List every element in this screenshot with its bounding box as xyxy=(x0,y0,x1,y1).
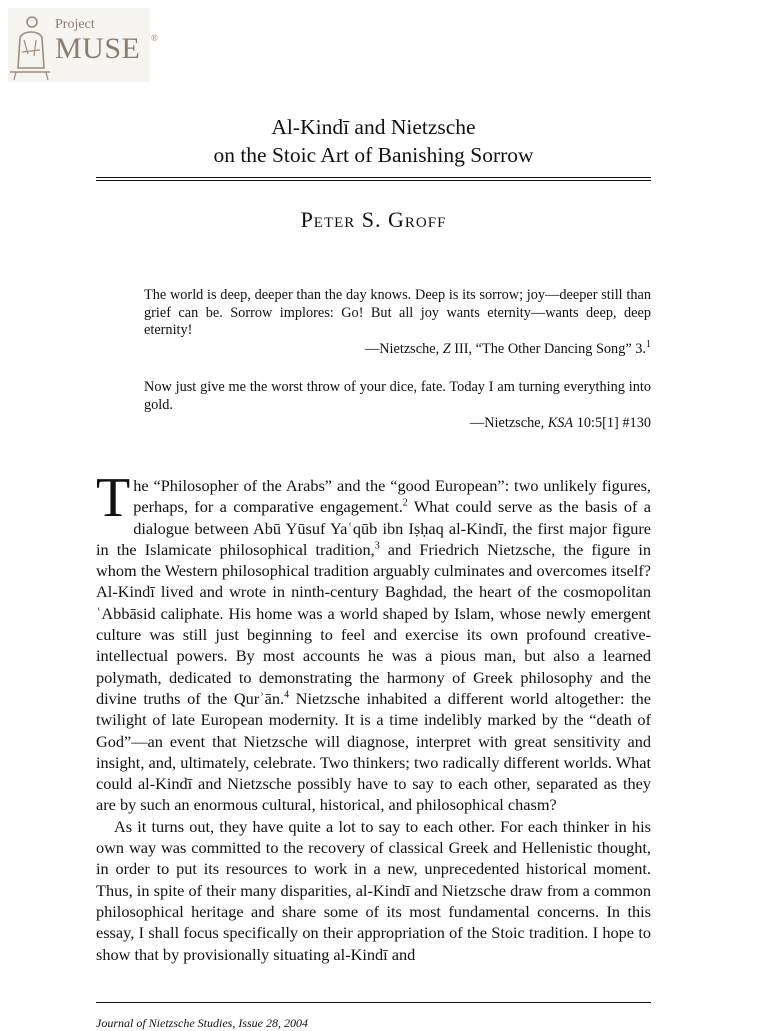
title-line-1: Al-Kindī and Nietzsche xyxy=(271,115,476,139)
footer-rule xyxy=(96,1002,651,1003)
footer-journal-citation: Journal of Nietzsche Studies, Issue 28, 2004 xyxy=(96,1016,308,1030)
epigraph-1-attrib-prefix: —Nietzsche, xyxy=(364,340,443,357)
project-muse-logo[interactable] xyxy=(8,8,158,82)
paragraph-1-part-b: What could serve as the basis of a dialogue between Abū Yūsuf Yaʿqūb ibn Iṣḥaq al-Kindī, the first major figure in the Islamicate philosophical tradition, xyxy=(96,497,651,559)
paragraph-1-part-c: and Friedrich Nietzsche, the figure in whom the Western philosophical tradition arguably culminates and overcomes itself? Al-Kindī lived and wrote in ninth-century Baghdad, the heart of the cosmopolitan ʿAbbāsid caliphate. His home was a world shaped by Islam, whose newly emergent culture was still just beginning to feel and exercise its own profound creative-intellectual powers. By most accounts he was a pious man, but also a learned polymath, dedicated to demonstrating the harmony of Greek philosophy and the divine truths of the Qurʾān. xyxy=(96,539,651,708)
footnote-ref-2[interactable]: 2 xyxy=(402,497,408,509)
logo-text-muse: MUSE xyxy=(55,32,141,65)
epigraph-1-attrib-suffix: III, “The Other Dancing Song” 3. xyxy=(450,340,646,357)
footnote-ref-4[interactable]: 4 xyxy=(284,689,290,701)
muse-figure-icon xyxy=(8,8,52,82)
article-title xyxy=(96,113,651,169)
epigraph-2-attrib-suffix: 10:5[1] #130 xyxy=(573,415,651,431)
epigraph-1-attribution xyxy=(144,338,651,359)
title-line-2: on the Stoic Art of Banishing Sorrow xyxy=(213,143,534,167)
epigraph-2-attribution xyxy=(144,415,651,433)
epigraph-1-attrib-work: Z xyxy=(442,340,451,357)
epigraph-2-text: Now just give me the worst throw of your dice, fate. Today I am turning everything into gold. xyxy=(144,379,651,413)
epigraph-1-text: The world is deep, deeper than the day knows. Deep is its sorrow; joy—deeper still than grief can be. Sorrow implores: Go! But all joy wants eternity—wants deep, deep eternity! xyxy=(144,287,651,338)
author-name: Peter S. Groff xyxy=(300,207,447,232)
logo-registered-mark: ® xyxy=(151,33,158,43)
paragraph-1-part-a: he “Philosopher of the Arabs” and the “good European”: two unlikely figures, perhaps, for a comparative engagement. xyxy=(133,476,651,517)
epigraph-2 xyxy=(144,379,651,433)
footnote-ref-3[interactable]: 3 xyxy=(374,540,380,552)
drop-cap: T xyxy=(96,467,131,529)
epigraph-2-attrib-prefix: —Nietzsche, xyxy=(469,415,548,431)
paragraph-2: As it turns out, they have quite a lot to say to each other. For each thinker in his own way was committed to the recovery of classical Greek and Hellenistic thought, in order to put its resources to work in a new, unprecedented historical moment. Thus, in spite of their many disparities, al-Kindī and Nietzsche draw from a common philosophical heritage and share some of its most fundamental concerns. In this essay, I shall focus specifically on their appropriation of the Stoic tradition. I hope to show that by provisionally situating al-Kindī and xyxy=(96,816,651,964)
article-body xyxy=(96,467,651,965)
logo-text-project: Project xyxy=(55,17,95,32)
title-rule xyxy=(96,177,651,181)
paragraph-1 xyxy=(96,467,651,816)
epigraph-1 xyxy=(144,287,651,358)
paragraph-1-part-d: Nietzsche inhabited a different world altogether: the twilight of late European modernity. It is a time indelibly marked by the “death of God”—an event that Nietzsche will diagnose, interpret with great sensitivity and insight, and, ultimately, celebrate. Two thinkers; two radically different worlds. What could al-Kindī and Nietzsche possibly have to say to each other, separated as they are by such an enormous cultural, historical, and philosophical chasm? xyxy=(96,688,651,815)
footnote-ref-1[interactable]: 1 xyxy=(646,338,651,350)
epigraph-2-attrib-work: KSA xyxy=(547,415,574,431)
